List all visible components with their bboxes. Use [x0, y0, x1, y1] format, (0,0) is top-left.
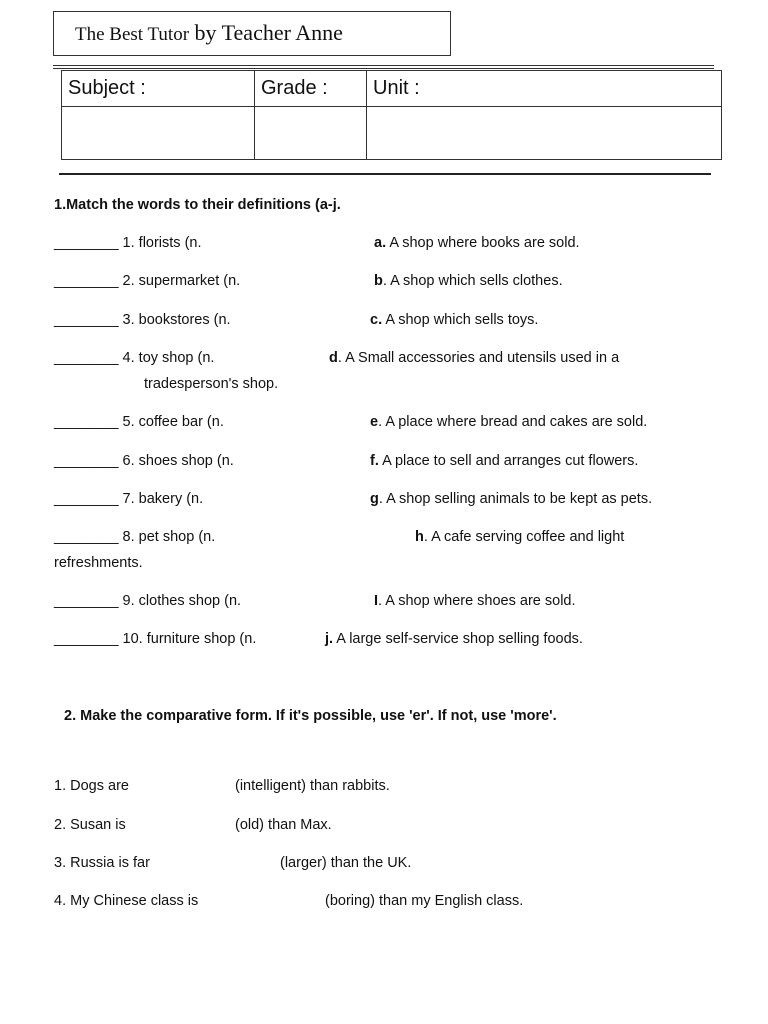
definition-text: A place to sell and arranges cut flowers. — [378, 453, 639, 469]
answer-blank[interactable]: ________ — [54, 350, 119, 366]
subject-field[interactable] — [62, 107, 255, 160]
subject-label: Subject : — [62, 71, 255, 107]
sentence-end: (intelligent) than rabbits. — [235, 778, 390, 794]
definition-letter: h — [415, 529, 424, 545]
info-table — [61, 70, 722, 160]
definition-text: . A shop which sells clothes. — [382, 273, 563, 289]
match-item-definition — [415, 529, 624, 545]
word-text: 5. coffee bar (n. — [122, 414, 224, 430]
sentence-start: 2. Susan is — [54, 817, 126, 833]
sentence-start: 1. Dogs are — [54, 778, 129, 794]
answer-blank[interactable]: ________ — [54, 593, 119, 609]
match-item-word — [54, 453, 234, 469]
match-item-word — [54, 273, 240, 289]
definition-letter: a. — [374, 235, 387, 251]
sentence-end: (boring) than my English class. — [325, 893, 524, 909]
match-item-word — [54, 631, 256, 647]
definition-text: . A shop where shoes are sold. — [378, 593, 576, 609]
unit-label: Unit : — [367, 71, 722, 107]
word-text: 7. bakery (n. — [122, 491, 204, 507]
double-rule-bottom — [53, 68, 714, 69]
title-box — [53, 11, 451, 56]
match-item-definition — [374, 273, 563, 289]
match-item-definition — [370, 491, 652, 507]
section1-heading: 1.Match the words to their definitions (a-j. — [54, 197, 341, 213]
grade-field[interactable] — [255, 107, 367, 160]
answer-blank[interactable]: ________ — [54, 491, 119, 507]
definition-text: . A place where bread and cakes are sold. — [378, 414, 648, 430]
sentence-start: 4. My Chinese class is — [54, 893, 199, 909]
match-item-word — [54, 235, 202, 251]
match-item-definition — [370, 453, 638, 469]
word-text: 9. clothes shop (n. — [122, 593, 242, 609]
definition-letter: j. — [325, 631, 334, 647]
definition-letter: g — [370, 491, 379, 507]
match-item-word — [54, 593, 241, 609]
section2-heading: 2. Make the comparative form. If it's possible, use 'er'. If not, use 'more'. — [64, 708, 557, 724]
match-item-definition — [325, 631, 583, 647]
match-item-word — [54, 414, 224, 430]
answer-blank[interactable]: ________ — [54, 453, 119, 469]
word-text: 1. florists (n. — [122, 235, 202, 251]
definition-text: . A shop selling animals to be kept as pets. — [378, 491, 653, 507]
match-item-definition — [370, 312, 538, 328]
match-item-definition — [329, 350, 619, 366]
match-item-word — [54, 312, 231, 328]
match-item-word — [54, 529, 215, 545]
definition-text: A shop where books are sold. — [386, 235, 580, 251]
title-part-2: by Teacher Anne — [194, 20, 343, 45]
match-item-definition — [374, 235, 580, 251]
definition-letter: e — [370, 414, 379, 430]
word-text: 8. pet shop (n. — [122, 529, 216, 545]
sentence-end: (old) than Max. — [235, 817, 332, 833]
word-text: 3. bookstores (n. — [122, 312, 231, 328]
definition-letter: c. — [370, 312, 383, 328]
definition-continuation: refreshments. — [54, 555, 143, 571]
double-rule-top — [53, 65, 714, 66]
answer-blank[interactable]: ________ — [54, 273, 119, 289]
definition-letter: d — [329, 350, 338, 366]
answer-blank[interactable]: ________ — [54, 414, 119, 430]
title-part-1: The Best Tutor — [75, 24, 190, 45]
match-item-word — [54, 491, 203, 507]
match-item-word — [54, 350, 214, 366]
match-item-definition — [374, 593, 576, 609]
sentence-end: (larger) than the UK. — [280, 855, 412, 871]
sentence-start: 3. Russia is far — [54, 855, 150, 871]
definition-letter: f. — [370, 453, 379, 469]
word-text: 4. toy shop (n. — [122, 350, 215, 366]
answer-blank[interactable]: ________ — [54, 312, 119, 328]
separator-line — [59, 173, 711, 175]
match-item-definition — [370, 414, 647, 430]
answer-blank[interactable]: ________ — [54, 235, 119, 251]
worksheet-title — [75, 20, 343, 46]
definition-letter: I — [374, 593, 379, 609]
unit-field[interactable] — [367, 107, 722, 160]
definition-letter: b — [374, 273, 383, 289]
word-text: 2. supermarket (n. — [122, 273, 241, 289]
definition-text: . A cafe serving coffee and light — [423, 529, 625, 545]
word-text: 10. furniture shop (n. — [122, 631, 257, 647]
answer-blank[interactable]: ________ — [54, 529, 119, 545]
grade-label: Grade : — [255, 71, 367, 107]
definition-text: A shop which sells toys. — [382, 312, 539, 328]
answer-blank[interactable]: ________ — [54, 631, 119, 647]
definition-continuation: tradesperson's shop. — [144, 376, 279, 392]
definition-text: A large self-service shop selling foods. — [333, 631, 583, 647]
definition-text: . A Small accessories and utensils used in a — [337, 350, 620, 366]
word-text: 6. shoes shop (n. — [122, 453, 234, 469]
